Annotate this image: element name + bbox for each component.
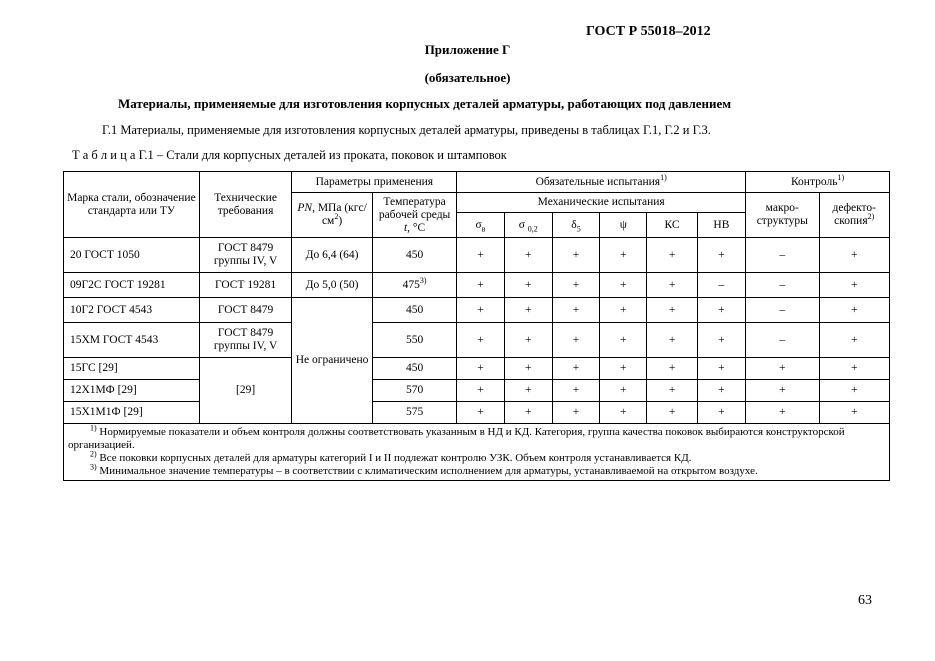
cell-mark: + [457, 380, 504, 402]
cell-mark: + [647, 380, 697, 402]
cell-mark: + [552, 273, 599, 298]
cell-requirements-merged: [29] [199, 358, 292, 424]
cell-mark: + [697, 380, 745, 402]
intro-paragraph: Г.1 Материалы, применяемые для изготовления корпусных деталей арматуры, приведены в таблицах Г.1, Г.2 и Г.3. [102, 123, 711, 137]
cell-pn-merged: Не ограничено [292, 298, 372, 424]
cell-mark: + [457, 323, 504, 358]
appendix-title: Приложение Г [424, 42, 511, 57]
cell-mark: + [647, 323, 697, 358]
cell-mark: + [552, 238, 599, 273]
cell-temperature: 450 [372, 358, 457, 380]
header-mech-col: σ $_{0,2}$ [504, 213, 552, 238]
cell-mark: + [552, 402, 599, 424]
cell-requirements: ГОСТ 8479 группы IV, V [199, 238, 292, 273]
cell-mark: + [600, 298, 647, 323]
cell-mark: + [697, 323, 745, 358]
header-mech-col: КС [647, 213, 697, 238]
cell-mark: + [457, 273, 504, 298]
header-requirements: Технические требования [199, 172, 292, 238]
cell-grade: 15ХМ ГОСТ 4543 [64, 323, 200, 358]
cell-mark: + [819, 238, 890, 273]
cell-mark: + [504, 402, 552, 424]
cell-mark: + [746, 380, 819, 402]
cell-mark: – [746, 323, 819, 358]
table-notes-row [64, 424, 890, 481]
header-grade: Марка стали, обозначение стандарта или ТУ [64, 172, 200, 238]
header-temperature: Температура рабочей среды t, °С [372, 193, 457, 238]
note-1: $^{1)}$ Нормируемые показатели и объем контроля должны соответствовать указанным в НД и КД. Категория, группа качества поковок выбираются конструкторской организацией. [68, 423, 845, 451]
cell-mark: + [647, 273, 697, 298]
cell-mark: + [600, 273, 647, 298]
cell-temperature: 450 [372, 298, 457, 323]
cell-mark: + [552, 380, 599, 402]
cell-grade: 15ГС [29] [64, 358, 200, 380]
cell-grade: 20 ГОСТ 1050 [64, 238, 200, 273]
cell-mark: + [819, 323, 890, 358]
cell-mark: + [600, 380, 647, 402]
cell-mark: + [697, 358, 745, 380]
cell-mark: + [457, 238, 504, 273]
cell-mark: + [504, 323, 552, 358]
cell-mark: + [819, 298, 890, 323]
cell-mark: + [647, 238, 697, 273]
table-row [64, 273, 890, 298]
cell-pn: До 6,4 (64) [292, 238, 372, 273]
cell-mark: + [600, 238, 647, 273]
cell-mark: + [697, 298, 745, 323]
appendix-status: (обязательное) [424, 70, 511, 85]
header-mech-col: ψ [600, 213, 647, 238]
cell-mark: + [819, 380, 890, 402]
table-row [64, 298, 890, 323]
table-notes [64, 424, 890, 481]
cell-mark: + [746, 402, 819, 424]
table-row [64, 238, 890, 273]
cell-mark: + [504, 273, 552, 298]
cell-mark: + [647, 298, 697, 323]
cell-mark: + [819, 273, 890, 298]
cell-temperature: 475$^{3)}$ [372, 273, 457, 298]
section-heading: Материалы, применяемые для изготовления корпусных деталей арматуры, работающих под давлением [118, 96, 732, 111]
cell-mark: + [819, 358, 890, 380]
cell-mark: – [746, 273, 819, 298]
cell-temperature: 570 [372, 380, 457, 402]
note-3: $^{3)}$ Минимальное значение температуры – в соответствии с климатическим исполнением для арматуры, устанавливаемой на открытом воздухе. [90, 462, 758, 477]
cell-mark: – [697, 273, 745, 298]
cell-requirements: ГОСТ 8479 [199, 298, 292, 323]
cell-mark: + [504, 298, 552, 323]
cell-requirements: ГОСТ 8479 группы IV, V [199, 323, 292, 358]
header-mech-col: $\delta_5$ [552, 213, 599, 238]
cell-mark: + [697, 238, 745, 273]
cell-mark: + [504, 358, 552, 380]
cell-mark: – [746, 298, 819, 323]
header-control: Контроль$^{1)}$ [746, 172, 890, 193]
cell-mark: + [504, 238, 552, 273]
cell-pn: До 5,0 (50) [292, 273, 372, 298]
cell-grade: 15Х1М1Ф [29] [64, 402, 200, 424]
cell-mark: + [600, 358, 647, 380]
table-row [64, 323, 890, 358]
header-tests: Обязательные испытания$^{1)}$ [457, 172, 746, 193]
cell-temperature: 575 [372, 402, 457, 424]
cell-temperature: 450 [372, 238, 457, 273]
cell-mark: + [746, 358, 819, 380]
cell-grade: 12Х1МФ [29] [64, 380, 200, 402]
table-caption: Т а б л и ц а Г.1 – Стали для корпусных деталей из проката, поковок и штамповок [72, 148, 507, 162]
header-macrostructure: макро-структуры [746, 193, 819, 238]
cell-mark: – [746, 238, 819, 273]
header-pn: PN, МПа $(кгс/см^2)$ [292, 193, 372, 238]
header-mech-col: $\sigma_в$ [457, 213, 504, 238]
cell-mark: + [647, 358, 697, 380]
cell-grade: 10Г2 ГОСТ 4543 [64, 298, 200, 323]
table-row [64, 358, 890, 380]
cell-mark: + [600, 402, 647, 424]
cell-mark: + [457, 358, 504, 380]
page-number: 63 [858, 593, 872, 608]
cell-mark: + [552, 323, 599, 358]
cell-mark: + [457, 298, 504, 323]
document-code: ГОСТ Р 55018–2012 [586, 24, 711, 39]
cell-requirements: ГОСТ 19281 [199, 273, 292, 298]
header-mechanical: Механические испытания [457, 193, 746, 213]
table-row [64, 380, 890, 402]
cell-mark: + [504, 380, 552, 402]
cell-grade: 09Г2С ГОСТ 19281 [64, 273, 200, 298]
header-params: Параметры применения [292, 172, 457, 193]
cell-mark: + [552, 358, 599, 380]
cell-mark: + [457, 402, 504, 424]
cell-mark: + [647, 402, 697, 424]
cell-mark: + [819, 402, 890, 424]
cell-temperature: 550 [372, 323, 457, 358]
header-mech-col: НВ [697, 213, 745, 238]
cell-mark: + [552, 298, 599, 323]
cell-mark: + [600, 323, 647, 358]
steel-table [63, 171, 890, 481]
note-2: $^{2)}$ Все поковки корпусных деталей для арматуры категорий I и II подлежат контролю УЗК. Объем контроля устанавливается КД. [90, 449, 692, 464]
header-defectoscopy: дефекто-скопия$^{2)}$ [819, 193, 890, 238]
cell-mark: + [697, 402, 745, 424]
table-row [64, 402, 890, 424]
